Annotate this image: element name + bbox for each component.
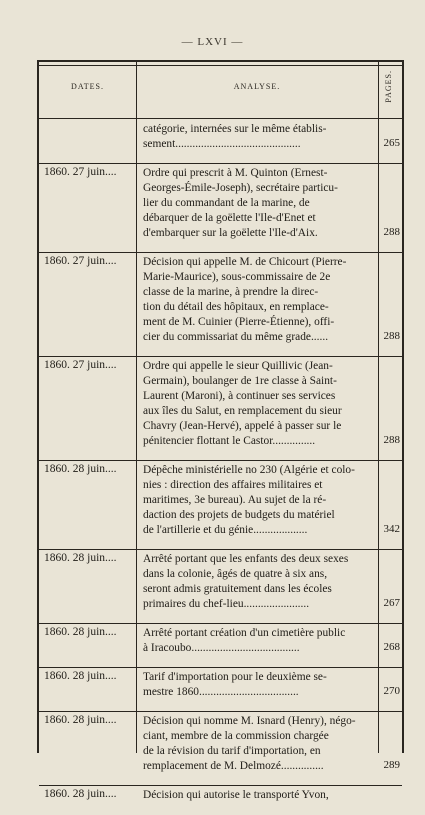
- entry-date: 1860. 27 juin....: [44, 359, 117, 371]
- analysis-line: débarquer de la goëlette l'Ile-d'Enet et: [143, 212, 316, 224]
- entry-date: 1860. 28 juin....: [44, 788, 117, 800]
- analysis-line: aux îles du Salut, en remplacement du sieur: [143, 405, 342, 417]
- analysis-line: Marie-Maurice), sous-commissaire de 2e: [143, 271, 331, 283]
- analysis-line: tion du détail des hôpitaux, en remplace-: [143, 301, 329, 313]
- analysis-line: mestre 1860...................................: [143, 686, 299, 698]
- analysis-line: dans la colonie, âgés de quatre à six ans,: [143, 568, 328, 580]
- entry-page: 267: [383, 597, 400, 609]
- analysis-line: seront admis gratuitement dans les écoles: [143, 583, 332, 595]
- entry-analysis: [143, 122, 375, 152]
- analysis-line: primaires du chef-lieu.......................: [143, 598, 310, 610]
- entry-analysis: [143, 463, 375, 538]
- header-pages: PAGES.: [384, 70, 393, 103]
- entry-date: 1860. 28 juin....: [44, 463, 117, 475]
- entry-analysis: [143, 552, 375, 612]
- analysis-line: d'embarquer sur la goëlette l'Ile-d'Aix.: [143, 227, 318, 239]
- entry-analysis: [143, 788, 375, 803]
- entry-analysis: [143, 626, 375, 656]
- entry-page: 289: [383, 759, 400, 771]
- index-entry: [39, 712, 402, 786]
- analysis-line: lier du commandant de la marine, de: [143, 197, 310, 209]
- analysis-line: remplacement de M. Delmozé...............: [143, 760, 324, 772]
- entry-date: 1860. 27 juin....: [44, 166, 117, 178]
- analysis-line: sement............................................: [143, 138, 301, 150]
- analysis-line: Georges-Émile-Joseph), secrétaire particu-: [143, 182, 338, 194]
- entry-analysis: [143, 670, 375, 700]
- analysis-line: Tarif d'importation pour le deuxième se-: [143, 671, 327, 683]
- index-entry: [39, 461, 402, 550]
- index-entry: [39, 164, 402, 253]
- entry-date: 1860. 27 juin....: [44, 255, 117, 267]
- analysis-line: ciant, membre de la commission chargée: [143, 730, 329, 742]
- entry-page: 268: [383, 641, 400, 653]
- entry-page: 270: [383, 685, 400, 697]
- analysis-line: nies : direction des affaires militaires et: [143, 479, 323, 491]
- analysis-line: de l'artillerie et du génie...................: [143, 524, 308, 536]
- entry-date: 1860. 28 juin....: [44, 552, 117, 564]
- header-analyse: ANALYSE.: [233, 82, 281, 91]
- index-entry: [39, 357, 402, 461]
- analysis-line: maritimes, 3e bureau). Au sujet de la ré-: [143, 494, 327, 506]
- header-rule: [39, 118, 402, 119]
- analysis-line: daction des projets de budgets du matériel: [143, 509, 335, 521]
- analysis-line: Dépêche ministérielle no 230 (Algérie et colo-: [143, 464, 355, 476]
- page-number: — LXVI —: [181, 36, 244, 48]
- entry-analysis: [143, 166, 375, 241]
- entry-date: 1860. 28 juin....: [44, 626, 117, 638]
- analysis-line: classe de la marine, à prendre la direc-: [143, 286, 319, 298]
- analysis-line: Laurent (Maroni), à continuer ses services: [143, 390, 336, 402]
- analysis-line: ment de M. Cuinier (Pierre-Étienne), offi-: [143, 316, 335, 328]
- entry-page: 288: [383, 226, 400, 238]
- analysis-line: Arrêté portant création d'un cimetière public: [143, 627, 346, 639]
- index-entry: [39, 786, 402, 815]
- entry-page: 265: [383, 137, 400, 149]
- entry-analysis: [143, 255, 375, 345]
- analysis-line: Décision qui nomme M. Isnard (Henry), négo-: [143, 715, 356, 727]
- analysis-line: à Iracoubo......................................: [143, 642, 300, 654]
- entry-analysis: [143, 359, 375, 449]
- analysis-line: cier du commissariat du même grade......: [143, 331, 329, 343]
- entry-page: 288: [383, 330, 400, 342]
- analysis-line: pénitencier flottant le Castor...............: [143, 435, 316, 447]
- analysis-line: catégorie, internées sur le même établis-: [143, 123, 327, 135]
- entry-page: 288: [383, 434, 400, 446]
- analysis-line: Chavry (Jean-Hervé), appelé à passer sur le: [143, 420, 342, 432]
- analysis-line: Germain), boulanger de 1re classe à Saint-: [143, 375, 337, 387]
- analysis-line: Arrêté portant que les enfants des deux sexes: [143, 553, 349, 565]
- index-entry: [39, 120, 402, 164]
- index-entry: [39, 624, 402, 668]
- analysis-line: Ordre qui prescrit à M. Quinton (Ernest-: [143, 167, 328, 179]
- index-entry: [39, 668, 402, 712]
- analysis-line: Décision qui appelle M. de Chicourt (Pierre-: [143, 256, 347, 268]
- analysis-line: Ordre qui appelle le sieur Quillivic (Jean-: [143, 360, 333, 372]
- entry-page: 342: [383, 523, 400, 535]
- analysis-line: de la révision du tarif d'importation, en: [143, 745, 321, 757]
- entry-date: 1860. 28 juin....: [44, 670, 117, 682]
- entry-date: 1860. 28 juin....: [44, 714, 117, 726]
- analysis-line: Décision qui autorise le transporté Yvon,: [143, 789, 329, 801]
- index-entry: [39, 550, 402, 624]
- header-dates: DATES.: [71, 82, 104, 91]
- index-table: [37, 60, 404, 801]
- entry-analysis: [143, 714, 375, 774]
- index-entry: [39, 253, 402, 357]
